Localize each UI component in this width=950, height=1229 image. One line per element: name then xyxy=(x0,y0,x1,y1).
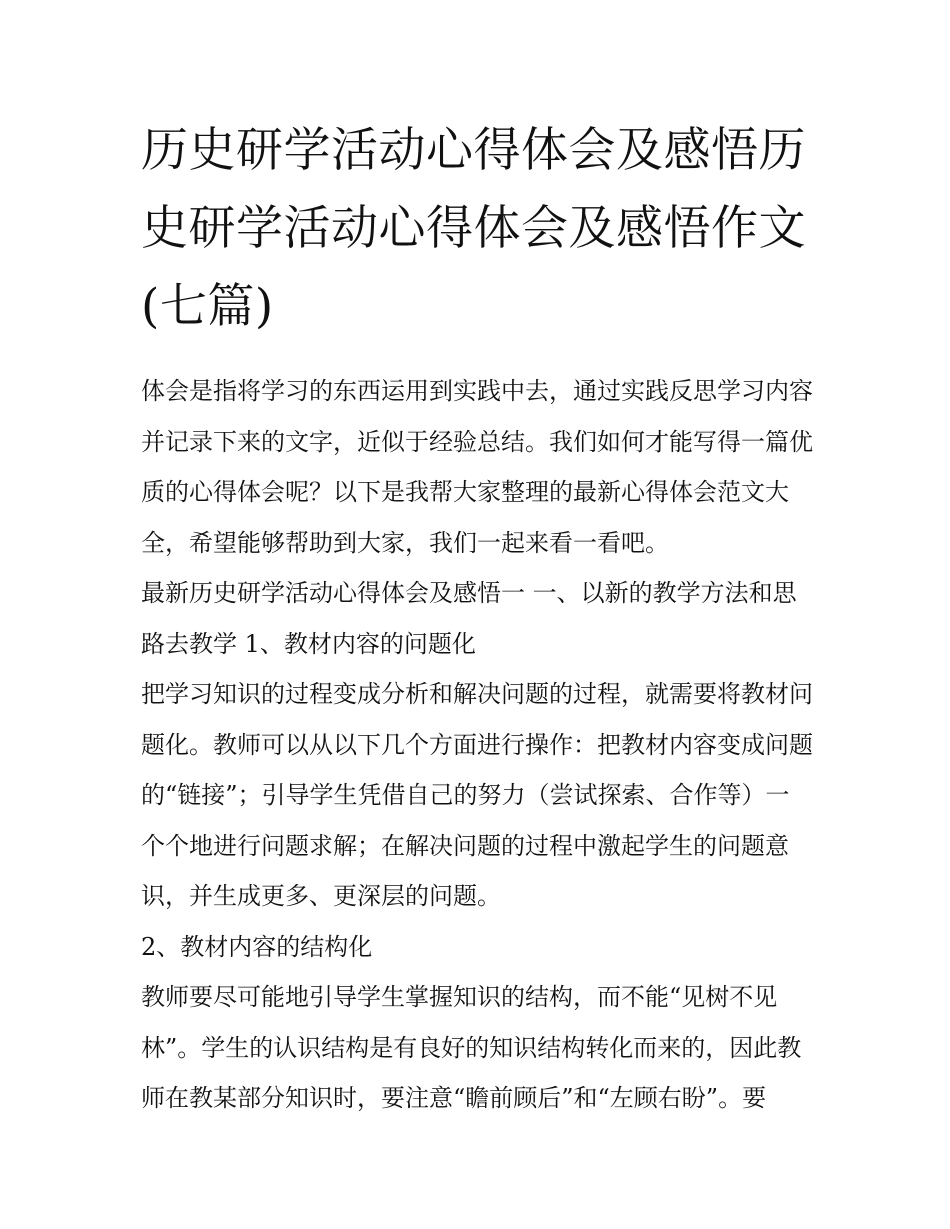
body-paragraph: 教师要尽可能地引导学生掌握知识的结构，而不能“见树不见林”。学生的认识结构是有良好的知识结构转化而来的，因此教师在教某部分知识时，要注意“瞻前顾后”和“左顾右盼”。要 xyxy=(141,983,802,1112)
body-paragraph: 把学习知识的过程变成分析和解决问题的过程，就需要将教材问题化。教师可以从以下几个方面进行操作：把教材内容变成问题的“链接”；引导学生凭借自己的努力（尝试探索、合作等）一个个地进行问题求解；在解决问题的过程中激起学生的问题意识，并生成更多、更深层的问题。 xyxy=(141,680,813,910)
document-page xyxy=(141,112,813,1124)
section-heading-paragraph: 最新历史研学活动心得体会及感悟一 一、以新的教学方法和思路去教学 1、教材内容的问题化 xyxy=(141,579,797,658)
subheading-paragraph: 2、教材内容的结构化 xyxy=(141,932,373,961)
document-title: 历史研学活动心得体会及感悟历史研学活动心得体会及感悟作文(七篇) xyxy=(141,123,806,334)
intro-paragraph: 体会是指将学习的东西运用到实践中去，通过实践反思学习内容并记录下来的文字，近似于经验总结。我们如何才能写得一篇优质的心得体会呢？以下是我帮大家整理的最新心得体会范文大全，希望能够帮助到大家，我们一起来看一看吧。 xyxy=(141,377,813,557)
